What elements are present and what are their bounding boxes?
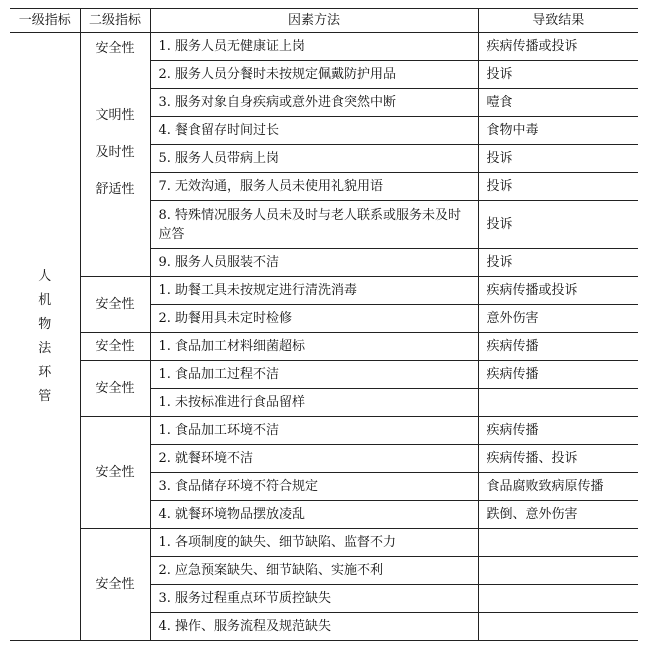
- level1-indicator-cell: [10, 33, 80, 641]
- factor-cell: 1. 食品加工环境不洁: [150, 417, 478, 445]
- table-row: [10, 33, 638, 61]
- factor-cell: 4. 操作、服务流程及规范缺失: [150, 613, 478, 641]
- risk-factor-table: [10, 8, 638, 641]
- result-cell: [478, 613, 638, 641]
- table-row: [10, 417, 638, 445]
- result-cell: 投诉: [478, 61, 638, 89]
- result-cell: 食物中毒: [478, 117, 638, 145]
- level1-char: 机: [38, 292, 52, 308]
- result-cell: [478, 529, 638, 557]
- level2-cell-group2: 安全性: [80, 277, 150, 333]
- result-cell: 投诉: [478, 201, 638, 249]
- level2-cell-group5: 安全性: [80, 417, 150, 529]
- factor-cell: 4. 餐食留存时间过长: [150, 117, 478, 145]
- factor-cell: 1. 食品加工材料细菌超标: [150, 333, 478, 361]
- factor-cell: 1. 助餐工具未按规定进行清洗消毒: [150, 277, 478, 305]
- factor-cell: 2. 服务人员分餐时未按规定佩戴防护用品: [150, 61, 478, 89]
- result-cell: 食品腐败致病原传播: [478, 473, 638, 501]
- factor-cell: 2. 就餐环境不洁: [150, 445, 478, 473]
- factor-cell: 8. 特殊情况服务人员未及时与老人联系或服务未及时应答: [150, 201, 478, 249]
- factor-cell: 9. 服务人员服装不洁: [150, 249, 478, 277]
- table-row: [10, 277, 638, 305]
- result-cell: [478, 389, 638, 417]
- level2-cell-group4: 安全性: [80, 361, 150, 417]
- level2-label: 舒适性: [95, 182, 135, 197]
- factor-cell: 1. 未按标准进行食品留样: [150, 389, 478, 417]
- result-cell: 疾病传播: [478, 333, 638, 361]
- level1-char: 管: [38, 388, 52, 404]
- header-level2: 二级指标: [80, 9, 150, 33]
- result-cell: 投诉: [478, 173, 638, 201]
- result-cell: 跌倒、意外伤害: [478, 501, 638, 529]
- result-cell: 噎食: [478, 89, 638, 117]
- table-row: [10, 361, 638, 389]
- factor-cell: 3. 服务对象自身疾病或意外进食突然中断: [150, 89, 478, 117]
- factor-cell: 3. 服务过程重点环节质控缺失: [150, 585, 478, 613]
- result-cell: 疾病传播或投诉: [478, 33, 638, 61]
- factor-cell: 3. 食品储存环境不符合规定: [150, 473, 478, 501]
- result-cell: 意外伤害: [478, 305, 638, 333]
- factor-cell: 5. 服务人员带病上岗: [150, 145, 478, 173]
- level2-label: 文明性: [95, 108, 135, 123]
- factor-cell: 2. 应急预案缺失、细节缺陷、实施不利: [150, 557, 478, 585]
- table-header-row: [10, 9, 638, 33]
- level1-char: 物: [38, 316, 52, 332]
- header-result: 导致结果: [478, 9, 638, 33]
- result-cell: [478, 585, 638, 613]
- factor-cell: 1. 各项制度的缺失、细节缺陷、监督不力: [150, 529, 478, 557]
- level1-char: 法: [38, 340, 52, 356]
- factor-cell: 2. 助餐用具未定时检修: [150, 305, 478, 333]
- result-cell: [478, 557, 638, 585]
- level1-char: 人: [38, 268, 52, 284]
- result-cell: 投诉: [478, 145, 638, 173]
- level2-label: 安全性: [95, 41, 135, 56]
- factor-cell: 1. 食品加工过程不洁: [150, 361, 478, 389]
- level2-cell-group3: 安全性: [80, 333, 150, 361]
- level2-cell-group6: 安全性: [80, 529, 150, 641]
- table-row: [10, 529, 638, 557]
- level2-cell-group1: [80, 33, 150, 277]
- result-cell: 疾病传播、投诉: [478, 445, 638, 473]
- result-cell: 投诉: [478, 249, 638, 277]
- header-level1: 一级指标: [10, 9, 80, 33]
- header-factor: 因素方法: [150, 9, 478, 33]
- result-cell: 疾病传播: [478, 417, 638, 445]
- level2-label: 及时性: [95, 145, 135, 160]
- table-row: [10, 333, 638, 361]
- result-cell: 疾病传播: [478, 361, 638, 389]
- factor-cell: 4. 就餐环境物品摆放凌乱: [150, 501, 478, 529]
- factor-cell: 1. 服务人员无健康证上岗: [150, 33, 478, 61]
- level1-char: 环: [38, 364, 52, 380]
- result-cell: 疾病传播或投诉: [478, 277, 638, 305]
- factor-cell: 7. 无效沟通，服务人员未使用礼貌用语: [150, 173, 478, 201]
